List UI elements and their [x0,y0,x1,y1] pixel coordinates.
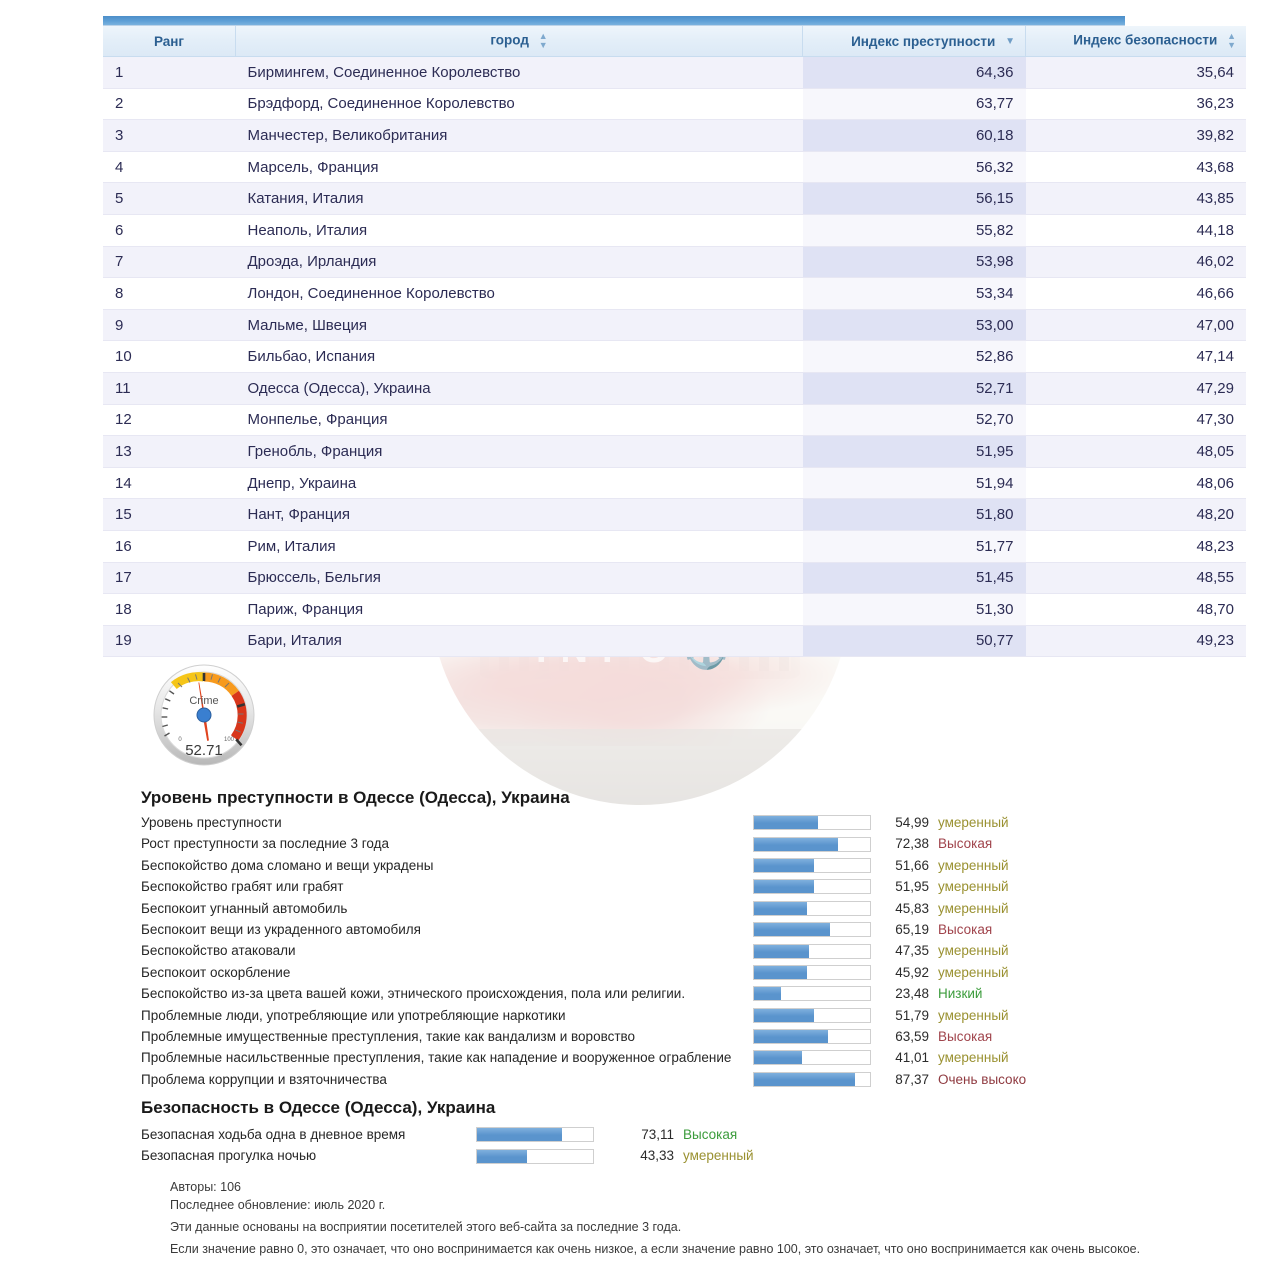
cell-safe: 35,64 [1026,57,1247,89]
cell-crime: 56,32 [803,151,1026,183]
indicator-bar-fill [754,966,807,979]
column-header-rank[interactable] [103,26,236,57]
indicator-label: Безопасная прогулка ночью [141,1148,317,1164]
indicator-bar-fill [754,816,818,829]
table-header-row [103,26,1246,57]
cell-crime: 64,36 [803,57,1026,89]
cell-rank: 14 [103,467,236,499]
crime-gauge [152,663,256,767]
indicator-value: 51,66 [895,857,929,873]
indicator-row [141,1026,1031,1047]
indicator-rating-tag: умеренный [938,943,1009,959]
cell-rank: 9 [103,309,236,341]
indicator-bar-fill [754,1073,855,1086]
indicator-bar-track [476,1127,594,1142]
indicator-row [141,898,1031,919]
cell-city: Катания, Италия [236,183,803,215]
indicator-row [141,940,1031,961]
cell-crime: 51,80 [803,499,1026,531]
sort-updown-icon-city[interactable]: ▲ ▼ [538,31,548,50]
cell-crime: 60,18 [803,120,1026,152]
sort-updown-icon-safety-index[interactable]: ▲ ▼ [1227,31,1236,50]
indicator-label: Безопасная ходьба одна в дневное время [141,1127,406,1142]
indicator-bar-fill [754,880,814,893]
indicator-row [141,1047,1031,1068]
indicator-value: 47,35 [895,943,929,959]
cell-crime: 50,77 [803,625,1026,657]
cell-rank: 4 [103,151,236,183]
cell-city: Бильбао, Испания [236,341,803,373]
crime-ranking-table-container [103,16,1236,657]
indicator-row [141,1069,1031,1090]
gauge-min-label: 0 [178,737,182,743]
column-header-crime-index[interactable] [803,26,1026,57]
indicator-label: Беспокоит угнанный автомобиль [141,900,348,916]
indicator-value: 63,59 [895,1028,929,1044]
cell-crime: 51,30 [803,594,1026,626]
cell-city: Брюссель, Бельгия [236,562,803,594]
table-header [103,26,1246,57]
indicator-value: 65,19 [895,921,929,937]
indicator-bar-fill [754,987,781,1000]
indicator-bar-track [753,837,871,852]
cell-safe: 48,05 [1026,436,1247,468]
cell-crime: 53,98 [803,246,1026,278]
cell-city: Днепр, Украина [236,467,803,499]
cell-rank: 16 [103,530,236,562]
indicator-row [141,812,1031,833]
cell-city: Мальме, Швеция [236,309,803,341]
table-row[interactable] [103,309,1246,341]
indicator-value: 23,48 [895,986,929,1002]
last-update-text: Последнее обновление: июль 2020 г. [170,1198,386,1212]
indicator-bar-fill [754,902,807,915]
indicator-bar-track [753,944,871,959]
indicator-label: Уровень преступности [141,815,282,830]
cell-safe: 47,00 [1026,309,1247,341]
indicator-rating-tag: умеренный [938,900,1009,916]
indicator-row [141,1005,1031,1026]
indicator-bar-fill [754,859,814,872]
indicator-rating-tag: Высокая [938,836,993,852]
indicator-row [141,855,1031,876]
indicator-bar-fill [754,923,830,936]
column-header-rank-label: Ранг [153,33,185,49]
table-row[interactable] [103,151,1246,183]
indicator-bar-track [476,1149,594,1164]
indicator-value: 41,01 [895,1050,929,1066]
indicator-label: Беспокойство из-за цвета вашей кожи, этнического происхождения, пола или религии. [141,986,686,1002]
indicator-bar-track [753,879,871,894]
cell-crime: 52,86 [803,341,1026,373]
cell-city: Бари, Италия [236,625,803,657]
indicator-row [141,1145,841,1166]
indicator-label: Беспокойство грабят или грабят [141,879,344,895]
cell-city: Гренобль, Франция [236,436,803,468]
gauge-title: Crime [189,695,219,707]
cell-rank: 3 [103,120,236,152]
table-row[interactable] [103,278,1246,310]
cell-city: Брэдфорд, Соединенное Королевство [236,88,803,120]
safety-heading: Безопасность в Одессе (Одесса), Украина [141,1098,496,1117]
column-header-city-label: город [490,32,529,48]
indicator-label: Беспокойство атаковали [141,943,296,959]
table-row[interactable] [103,467,1246,499]
indicator-bar-track [753,1050,871,1065]
table-row[interactable] [103,436,1246,468]
cell-safe: 46,66 [1026,278,1247,310]
cell-safe: 48,55 [1026,562,1247,594]
indicator-row [141,1124,841,1145]
indicator-rating-tag: умеренный [938,857,1009,873]
cell-safe: 48,23 [1026,530,1247,562]
indicator-row [141,833,1031,854]
cell-crime: 53,00 [803,309,1026,341]
indicator-rating-tag: умеренный [938,964,1009,980]
indicator-value: 51,79 [895,1007,929,1023]
cell-rank: 6 [103,214,236,246]
table-row[interactable] [103,341,1246,373]
cell-city: Манчестер, Великобритания [236,120,803,152]
indicator-rating-tag: умеренный [938,879,1009,895]
cell-crime: 52,71 [803,372,1026,404]
indicator-rating-tag: Низкий [938,986,983,1002]
indicator-bar-fill [477,1150,527,1163]
crime-level-heading: Уровень преступности в Одессе (Одесса), Украина [141,788,570,807]
indicator-rating-tag: Очень высоко [938,1071,1027,1087]
column-header-city[interactable] [236,26,803,57]
indicator-rating-tag: умеренный [938,1050,1009,1066]
indicator-bar-fill [754,1009,814,1022]
indicator-label: Беспокойство дома сломано и вещи украдены [141,857,434,873]
table-row[interactable] [103,88,1246,120]
table-row[interactable] [103,499,1246,531]
indicator-label: Беспокоит вещи из украденного автомобиля [141,921,421,937]
table-row[interactable] [103,404,1246,436]
cell-rank: 10 [103,341,236,373]
cell-rank: 17 [103,562,236,594]
indicator-bar-fill [754,1051,802,1064]
cell-rank: 7 [103,246,236,278]
indicator-value: 43,33 [640,1148,674,1164]
cell-crime: 53,34 [803,278,1026,310]
cell-safe: 43,68 [1026,151,1247,183]
scale-explanation-note: Если значение равно 0, это означает, что оно воспринимается как очень низкое, а если значение равно 100, это означает, что оно воспринимается как очень высокое. [170,1242,1141,1256]
cell-rank: 19 [103,625,236,657]
indicator-bar-track [753,1029,871,1044]
indicator-bar-track [753,1072,871,1087]
cell-city: Лондон, Соединенное Королевство [236,278,803,310]
column-header-safety-index[interactable] [1026,26,1247,57]
cell-rank: 15 [103,499,236,531]
cell-safe: 49,23 [1026,625,1247,657]
cell-city: Одесса (Одесса), Украина [236,372,803,404]
cell-safe: 39,82 [1026,120,1247,152]
cell-city: Монпелье, Франция [236,404,803,436]
indicator-row [141,983,1031,1004]
cell-safe: 48,20 [1026,499,1247,531]
cell-safe: 47,29 [1026,372,1247,404]
indicator-bar-fill [754,1030,828,1043]
cell-city: Неаполь, Италия [236,214,803,246]
indicator-rating-tag: Высокая [683,1127,738,1142]
cell-crime: 51,95 [803,436,1026,468]
cell-city: Бирмингем, Соединенное Королевство [236,57,803,89]
gauge-max-label: 100 [223,737,235,743]
indicator-bar-fill [754,838,838,851]
cell-rank: 1 [103,57,236,89]
sort-descending-icon-crime-index[interactable]: ▼ [1005,36,1015,48]
cell-city: Дроэда, Ирландия [236,246,803,278]
indicator-label: Проблема коррупции и взяточничества [141,1071,387,1087]
cell-rank: 13 [103,436,236,468]
indicator-rating-tag: умеренный [683,1148,754,1164]
cell-city: Марсель, Франция [236,151,803,183]
cell-rank: 11 [103,372,236,404]
cell-city: Париж, Франция [236,594,803,626]
cell-safe: 36,23 [1026,88,1247,120]
cell-safe: 47,30 [1026,404,1247,436]
crime-level-bar-list [141,812,1031,1090]
indicator-bar-track [753,858,871,873]
table-row[interactable] [103,183,1246,215]
cell-safe: 47,14 [1026,341,1247,373]
column-header-safety-index-label: Индекс безопасности [1073,32,1218,48]
indicator-rating-tag: умеренный [938,1007,1009,1023]
indicator-bar-track [753,1008,871,1023]
cell-safe: 43,85 [1026,183,1247,215]
indicator-value: 51,95 [895,879,929,895]
cell-crime: 51,45 [803,562,1026,594]
cell-rank: 8 [103,278,236,310]
indicator-label: Рост преступности за последние 3 года [141,836,389,852]
indicator-value: 45,83 [895,900,929,916]
cell-safe: 48,70 [1026,594,1247,626]
indicator-value: 73,11 [641,1127,674,1142]
table-row[interactable] [103,57,1246,89]
column-header-crime-index-label: Индекс преступности [851,33,996,49]
indicator-rating-tag: умеренный [938,815,1009,830]
cell-city: Нант, Франция [236,499,803,531]
cell-crime: 51,77 [803,530,1026,562]
cell-crime: 52,70 [803,404,1026,436]
table-row[interactable] [103,120,1246,152]
cell-crime: 55,82 [803,214,1026,246]
cell-rank: 18 [103,594,236,626]
indicator-label: Беспокоит оскорбление [141,964,291,980]
indicator-row [141,876,1031,897]
indicator-bar-track [753,986,871,1001]
cell-safe: 46,02 [1026,246,1247,278]
table-body [103,57,1246,657]
indicator-rating-tag: Высокая [938,921,993,937]
indicator-value: 87,37 [895,1071,929,1087]
indicator-rating-tag: Высокая [938,1028,993,1044]
table-row[interactable] [103,246,1246,278]
crime-ranking-table [103,26,1246,657]
cell-rank: 2 [103,88,236,120]
indicator-bar-fill [477,1128,562,1141]
table-row[interactable] [103,214,1246,246]
cell-safe: 48,06 [1026,467,1247,499]
cell-city: Рим, Италия [236,530,803,562]
data-source-note: Эти данные основаны на восприятии посетителей этого веб-сайта за последние 3 года. [170,1220,682,1234]
indicator-label: Проблемные насильственные преступления, такие как нападение и вооруженное ограбление [141,1050,732,1066]
table-top-accent-bar [103,16,1125,26]
indicator-label: Проблемные имущественные преступления, такие как вандализм и воровство [141,1028,636,1044]
gauge-value: 52.71 [185,742,223,759]
cell-rank: 5 [103,183,236,215]
table-row[interactable] [103,372,1246,404]
indicator-row [141,919,1031,940]
indicator-bar-track [753,815,871,830]
cell-rank: 12 [103,404,236,436]
indicator-value: 54,99 [895,815,929,830]
table-row[interactable] [103,625,1246,657]
indicator-value: 45,92 [895,964,929,980]
table-row[interactable] [103,594,1246,626]
indicator-bar-track [753,901,871,916]
table-row[interactable] [103,562,1246,594]
crime-gauge-svg [152,663,256,767]
contributors-text: Авторы: 106 [170,1180,241,1194]
cell-crime: 63,77 [803,88,1026,120]
indicator-row [141,962,1031,983]
safety-bar-list [141,1124,841,1167]
indicator-bar-track [753,965,871,980]
cell-crime: 56,15 [803,183,1026,215]
indicator-value: 72,38 [895,836,929,852]
table-row[interactable] [103,530,1246,562]
indicator-bar-track [753,922,871,937]
cell-safe: 44,18 [1026,214,1247,246]
indicator-label: Проблемные люди, употребляющие или употребляющие наркотики [141,1007,566,1023]
cell-crime: 51,94 [803,467,1026,499]
indicator-bar-fill [754,945,809,958]
